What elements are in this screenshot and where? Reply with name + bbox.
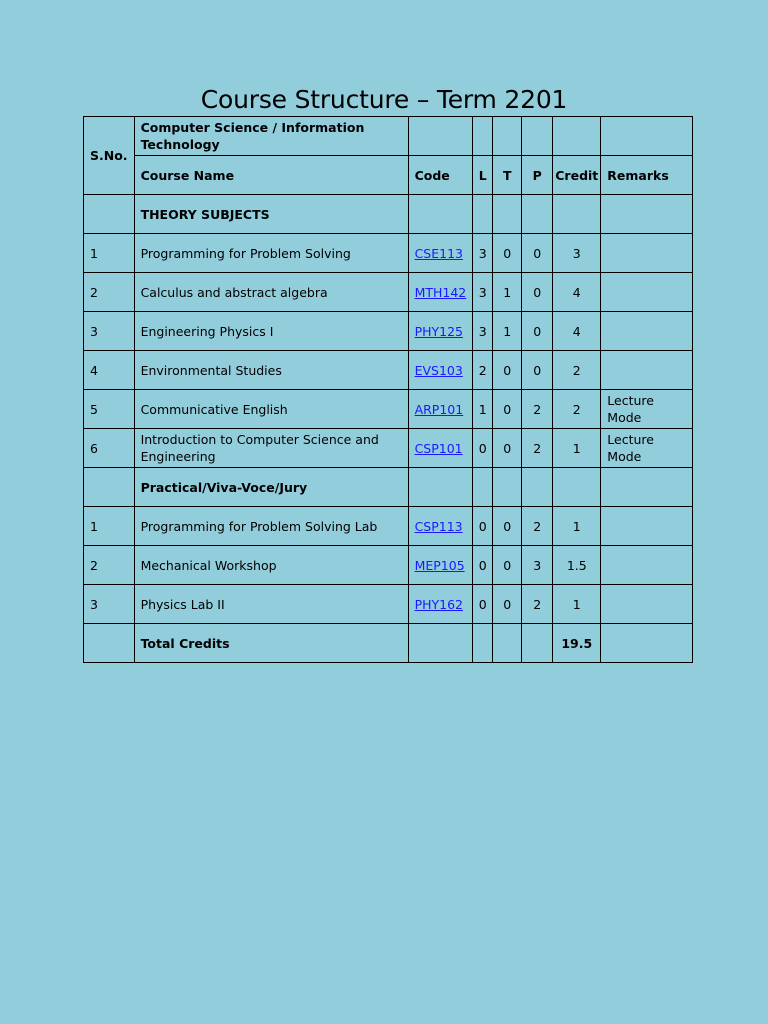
credit-value: 3 — [553, 234, 601, 273]
lecture-hours: 2 — [473, 351, 493, 390]
practical-hours: 0 — [522, 351, 553, 390]
tutorial-hours: 0 — [493, 351, 522, 390]
header-row-program — [84, 117, 693, 156]
row-sno: 2 — [84, 273, 135, 312]
lecture-hours: 3 — [473, 234, 493, 273]
course-code-cell — [408, 390, 473, 429]
lecture-hours: 1 — [473, 390, 493, 429]
table-row — [84, 429, 693, 468]
header-row-columns — [84, 156, 693, 195]
lecture-hours: 3 — [473, 273, 493, 312]
course-name: Communicative English — [134, 390, 408, 429]
practical-hours: 3 — [522, 546, 553, 585]
practical-hours: 2 — [522, 429, 553, 468]
tutorial-hours: 0 — [493, 585, 522, 624]
course-name: Environmental Studies — [134, 351, 408, 390]
course-name: Programming for Problem Solving Lab — [134, 507, 408, 546]
credit-value: 1.5 — [553, 546, 601, 585]
row-sno: 2 — [84, 546, 135, 585]
table-row — [84, 507, 693, 546]
table-row — [84, 273, 693, 312]
remarks-cell — [601, 507, 693, 546]
tutorial-hours: 0 — [493, 234, 522, 273]
course-name: Programming for Problem Solving — [134, 234, 408, 273]
table-row — [84, 234, 693, 273]
course-name: Mechanical Workshop — [134, 546, 408, 585]
course-name: Engineering Physics I — [134, 312, 408, 351]
course-code-link[interactable]: CSE113 — [414, 245, 463, 261]
sno-header: S.No. — [84, 117, 135, 195]
course-code-link[interactable]: PHY125 — [414, 323, 463, 339]
course-code-cell — [408, 507, 473, 546]
credit-value: 4 — [553, 273, 601, 312]
total-row — [84, 624, 693, 663]
row-sno: 1 — [84, 234, 135, 273]
course-name: Calculus and abstract algebra — [134, 273, 408, 312]
practical-hours: 2 — [522, 585, 553, 624]
practical-hours: 0 — [522, 234, 553, 273]
credit-value: 2 — [553, 351, 601, 390]
tutorial-hours: 0 — [493, 390, 522, 429]
course-code-link[interactable]: EVS103 — [414, 362, 463, 378]
remarks-header: Remarks — [601, 156, 693, 195]
course-code-cell — [408, 234, 473, 273]
row-sno: 6 — [84, 429, 135, 468]
tutorial-header: T — [493, 156, 522, 195]
row-sno: 5 — [84, 390, 135, 429]
lecture-hours: 0 — [473, 585, 493, 624]
row-sno: 3 — [84, 585, 135, 624]
tutorial-hours: 1 — [493, 273, 522, 312]
course-code-link[interactable]: PHY162 — [414, 596, 463, 612]
remarks-cell — [601, 273, 693, 312]
course-code-cell — [408, 429, 473, 468]
tutorial-hours: 0 — [493, 429, 522, 468]
credit-value: 2 — [553, 390, 601, 429]
credit-value: 1 — [553, 507, 601, 546]
course-code-cell — [408, 273, 473, 312]
course-code-cell — [408, 585, 473, 624]
lecture-hours: 0 — [473, 429, 493, 468]
course-name: Physics Lab II — [134, 585, 408, 624]
total-credits-value: 19.5 — [553, 624, 601, 663]
credit-value: 4 — [553, 312, 601, 351]
section-heading-practical: Practical/Viva-Voce/Jury — [134, 468, 408, 507]
section-row-theory — [84, 195, 693, 234]
practical-hours: 0 — [522, 312, 553, 351]
page-title: Course Structure – Term 2201 — [200, 85, 568, 114]
course-code-cell — [408, 312, 473, 351]
practical-hours: 2 — [522, 390, 553, 429]
remarks-cell: Lecture Mode — [601, 390, 693, 429]
row-sno: 3 — [84, 312, 135, 351]
row-sno: 1 — [84, 507, 135, 546]
table-row — [84, 585, 693, 624]
course-name-header: Course Name — [134, 156, 408, 195]
table-row — [84, 351, 693, 390]
course-code-link[interactable]: ARP101 — [414, 401, 464, 417]
remarks-cell — [601, 546, 693, 585]
remarks-cell — [601, 234, 693, 273]
course-name: Introduction to Computer Science and Engineering — [134, 429, 408, 468]
credit-value: 1 — [553, 429, 601, 468]
course-code-cell — [408, 351, 473, 390]
section-heading-theory: THEORY SUBJECTS — [134, 195, 408, 234]
table-row — [84, 546, 693, 585]
lecture-hours: 0 — [473, 507, 493, 546]
tutorial-hours: 1 — [493, 312, 522, 351]
tutorial-hours: 0 — [493, 546, 522, 585]
remarks-cell: Lecture Mode — [601, 429, 693, 468]
remarks-cell — [601, 585, 693, 624]
code-header: Code — [408, 156, 473, 195]
credit-header: Credit — [553, 156, 601, 195]
practical-header: P — [522, 156, 553, 195]
remarks-cell — [601, 312, 693, 351]
practical-hours: 0 — [522, 273, 553, 312]
lecture-hours: 0 — [473, 546, 493, 585]
course-code-link[interactable]: MEP105 — [414, 557, 465, 573]
lecture-hours: 3 — [473, 312, 493, 351]
course-code-cell — [408, 546, 473, 585]
row-sno: 4 — [84, 351, 135, 390]
course-code-link[interactable]: CSP101 — [414, 440, 463, 456]
section-row — [84, 468, 693, 507]
remarks-cell — [601, 351, 693, 390]
table-row — [84, 390, 693, 429]
total-credits-label: Total Credits — [134, 624, 408, 663]
credit-value: 1 — [553, 585, 601, 624]
table-row — [84, 312, 693, 351]
practical-hours: 2 — [522, 507, 553, 546]
tutorial-hours: 0 — [493, 507, 522, 546]
program-header: Computer Science / Information Technology — [134, 117, 408, 156]
course-code-link[interactable]: CSP113 — [414, 518, 463, 534]
lecture-header: L — [473, 156, 493, 195]
course-code-link[interactable]: MTH142 — [414, 284, 467, 300]
course-structure-table — [83, 116, 693, 663]
